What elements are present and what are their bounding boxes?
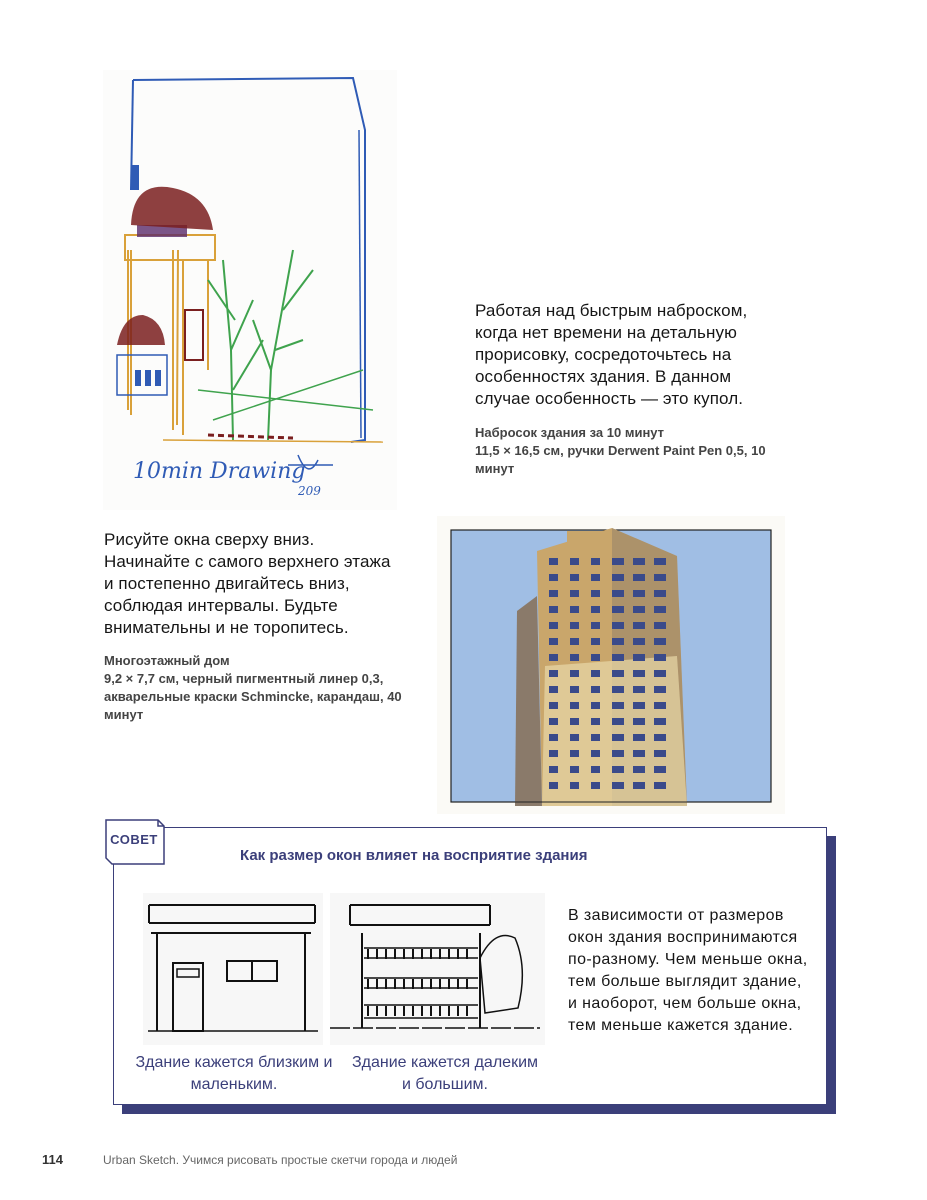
tower-window	[633, 766, 645, 773]
tower-window	[654, 638, 666, 645]
tower-window	[612, 766, 624, 773]
label-large-windows: Здание кажется далеким и большим.	[352, 1054, 538, 1093]
tower-window	[612, 686, 624, 693]
tower-window	[654, 622, 666, 629]
tower-window	[633, 702, 645, 709]
windows-body-text: Рисуйте окна сверху вниз. Начинайте с самого верхнего этажа и постепенно двигайтесь вниз, соблюдая интервалы. Будьте внимательны и не торопитесь.	[104, 530, 391, 637]
tower-window	[549, 622, 558, 629]
dome-building-sketch	[103, 70, 397, 510]
tower-window	[591, 574, 600, 581]
tower-window	[633, 558, 645, 565]
label-small-windows: Здание кажется близким и маленьким.	[135, 1054, 333, 1093]
tower-window	[570, 734, 579, 741]
tower-window	[570, 622, 579, 629]
tower-window	[612, 718, 624, 725]
tower-window	[612, 590, 624, 597]
tower-window	[633, 622, 645, 629]
tower-window	[591, 654, 600, 661]
tower-window	[591, 718, 600, 725]
tower-window	[633, 750, 645, 757]
tower-window	[633, 574, 645, 581]
tower-window	[654, 574, 666, 581]
tower-window	[570, 638, 579, 645]
tower-window	[633, 638, 645, 645]
tower-window	[549, 574, 558, 581]
tower-window	[549, 606, 558, 613]
tower-window	[591, 606, 600, 613]
tower-window	[549, 734, 558, 741]
tower-window	[570, 766, 579, 773]
tower-window	[612, 750, 624, 757]
tower-window	[612, 558, 624, 565]
tower-window	[570, 574, 579, 581]
tower-window	[570, 750, 579, 757]
tower-window	[612, 638, 624, 645]
tower-window	[654, 702, 666, 709]
small-windows-sketch	[143, 893, 323, 1045]
tower-window	[654, 718, 666, 725]
tower-window	[633, 606, 645, 613]
tower-window	[591, 638, 600, 645]
tower-window	[570, 686, 579, 693]
tip-title: Как размер окон влияет на восприятие здания	[240, 847, 588, 864]
tip-body-text: В зависимости от размеров окон здания воспринимаются по-разному. Чем меньше окна, тем больше выглядит здание, и наоборот, чем больше окна, тем меньше кажется здание.	[568, 907, 808, 1034]
tower-window	[633, 670, 645, 677]
tower-window	[633, 654, 645, 661]
tower-window	[633, 734, 645, 741]
windows-caption	[104, 652, 404, 724]
tower-window	[612, 782, 624, 789]
tower-window	[654, 654, 666, 661]
large-building-sketch	[330, 893, 545, 1045]
tower-window	[570, 670, 579, 677]
tower-window	[654, 750, 666, 757]
tower-window	[549, 702, 558, 709]
tower-window	[570, 654, 579, 661]
tower-window	[654, 766, 666, 773]
tower-window	[549, 638, 558, 645]
tower-window	[549, 558, 558, 565]
tower-window	[549, 782, 558, 789]
tower-window	[549, 718, 558, 725]
tower-window	[612, 670, 624, 677]
tower-window	[549, 686, 558, 693]
tower-window	[591, 702, 600, 709]
sketch-year: 209	[298, 484, 321, 498]
windows-caption-desc: 9,2 × 7,7 см, черный пигментный линер 0,3, акварельные краски Schmincke, карандаш, 40 минут	[104, 671, 402, 722]
tower-window	[570, 590, 579, 597]
tower-window	[549, 590, 558, 597]
tower-window	[612, 702, 624, 709]
tower-window	[570, 718, 579, 725]
tower-window	[570, 558, 579, 565]
tower-window	[591, 622, 600, 629]
tower-window	[654, 670, 666, 677]
tower-window	[570, 782, 579, 789]
tower-window	[654, 558, 666, 565]
dome-caption-desc: 11,5 × 16,5 см, ручки Derwent Paint Pen 0,5, 10 минут	[475, 443, 766, 476]
tower-window	[654, 590, 666, 597]
tower-window	[549, 766, 558, 773]
tower-window	[612, 622, 624, 629]
tower-window	[591, 558, 600, 565]
high-rise-watercolor-sketch	[437, 516, 785, 814]
tower-window	[549, 654, 558, 661]
page-number: 114	[42, 1152, 63, 1167]
tower-window	[591, 766, 600, 773]
dome-caption	[475, 424, 785, 478]
tower-window	[570, 606, 579, 613]
tower-window	[633, 718, 645, 725]
dome-caption-title: Набросок здания за 10 минут	[475, 425, 665, 440]
windows-caption-title: Многоэтажный дом	[104, 653, 230, 668]
tower-window	[654, 686, 666, 693]
tower-window	[633, 686, 645, 693]
tower-window	[612, 606, 624, 613]
tip-badge-label: СОВЕТ	[110, 832, 158, 847]
tower-window	[654, 782, 666, 789]
tower-window	[654, 606, 666, 613]
tower-window	[612, 734, 624, 741]
tower-window	[591, 782, 600, 789]
tower-window	[591, 750, 600, 757]
tower-window	[549, 750, 558, 757]
sketch-inscription: 10min Drawing	[133, 459, 306, 484]
tower-window	[549, 670, 558, 677]
tower-window	[570, 702, 579, 709]
tower-window	[633, 782, 645, 789]
tower-window	[633, 590, 645, 597]
tower-window	[591, 734, 600, 741]
tower-window	[591, 670, 600, 677]
tower-window	[654, 734, 666, 741]
tower-window	[591, 590, 600, 597]
tower-window	[612, 654, 624, 661]
running-title: Urban Sketch. Учимся рисовать простые скетчи города и людей	[103, 1153, 458, 1167]
tower-window	[591, 686, 600, 693]
tower-window	[612, 574, 624, 581]
dome-body-text: Работая над быстрым наброском, когда нет времени на детальную прорисовку, сосредоточьтесь на особенностях здания. В данном случае особенность — это купол.	[475, 301, 748, 408]
